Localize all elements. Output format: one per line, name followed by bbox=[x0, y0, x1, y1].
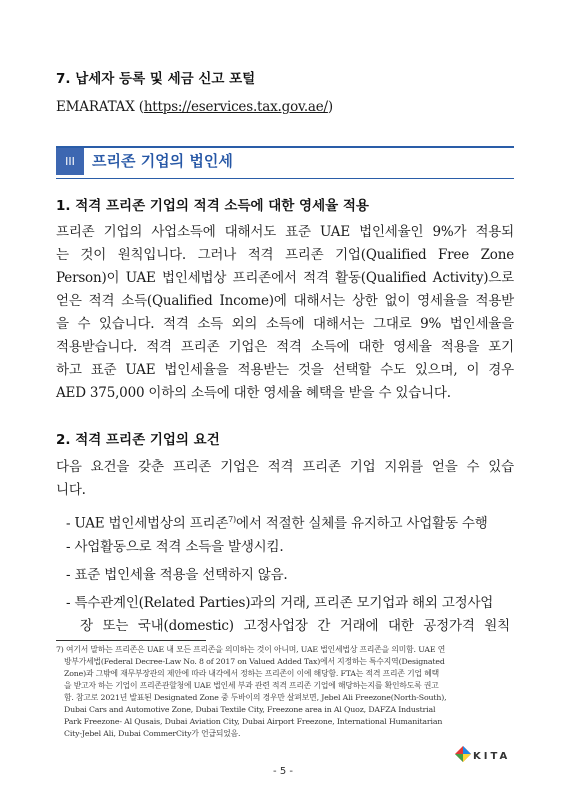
paragraph-line: 적용받습니다. 적격 프리존 기업은 적격 소득에 대한 영세율 적용을 포기 bbox=[56, 339, 514, 355]
paragraph-line: Person)이 UAE 법인세법상 프리존에서 적격 활동(Qualified Activity)으로 bbox=[56, 270, 514, 286]
paragraph-line: 하고 표준 UAE 법인세율을 적용받는 것을 선택할 수도 있으며, 이 경우 bbox=[56, 362, 514, 378]
requirement-item-continued: 장 또는 국내(domestic) 고정사업장 간 거래에 대한 공정가격 원칙 bbox=[80, 618, 510, 634]
kita-logo-text: KITA bbox=[473, 751, 511, 762]
subsection-1-heading: 1. 적격 프리존 기업의 적격 소득에 대한 영세율 적용 bbox=[56, 198, 369, 214]
requirement-text: - UAE 법인세법상의 프리존 bbox=[66, 515, 229, 532]
paragraph-line: 니다. bbox=[56, 482, 86, 498]
portal-link[interactable]: https://eservices.tax.gov.ae/ bbox=[143, 99, 328, 115]
portal-line: EMARATAX (https://eservices.tax.gov.ae/) bbox=[56, 99, 333, 115]
footnote-line: 방부가세법(Federal Decree-Law No. 8 of 2017 on Valued Added Tax)에서 지정하는 특수지역(Designated bbox=[64, 657, 445, 666]
portal-name: EMARATAX bbox=[56, 99, 135, 115]
kita-logo-icon bbox=[455, 746, 471, 762]
footnote-line: City-Jebel Ali, Dubai CommerCity가 언급되었음. bbox=[64, 729, 241, 738]
paragraph-line: 는 것이 원칙입니다. 그러나 적격 프리존 기업(Qualified Free Zone bbox=[56, 247, 514, 263]
footnote-line: 을 받고자 하는 기업이 프리존관할청에 UAE 법인세 부과 관련 적격 프리존 기업에 해당하는지를 확인하도록 권고 bbox=[64, 681, 439, 690]
footnote-ref[interactable]: 7) bbox=[228, 515, 236, 524]
requirement-item: - 사업활동으로 적격 소득을 발생시킴. bbox=[66, 539, 284, 555]
paragraph-line: 을 수 있습니다. 적격 소득 외의 소득에 대해서는 그대로 9% 법인세율을 bbox=[56, 316, 514, 332]
requirement-item: - 표준 법인세율 적용을 선택하지 않음. bbox=[66, 567, 288, 583]
chapter-number-box: III bbox=[56, 148, 84, 175]
requirement-item: - 특수관계인(Related Parties)과의 거래, 프리존 모기업과 해외 고정사업 bbox=[66, 595, 494, 611]
paragraph-line: 얻은 적격 소득(Qualified Income)에 대해서는 상한 없이 영세율을 적용받 bbox=[56, 293, 514, 309]
page-number: - 5 - bbox=[273, 766, 293, 777]
section-7-heading: 7. 납세자 등록 및 세금 신고 포털 bbox=[56, 71, 256, 87]
requirement-item bbox=[66, 509, 488, 535]
paragraph-line: AED 375,000 이하의 소득에 대한 영세율 혜택을 받을 수 있습니다. bbox=[56, 385, 451, 401]
footnote-divider bbox=[56, 640, 206, 641]
footnote-line: Park Freezone- Al Qusais, Dubai Aviation City, Dubai Airport Freezone, International Humanitarian bbox=[64, 717, 443, 726]
requirement-text: 에서 적절한 실체를 유지하고 사업활동 수행 bbox=[235, 515, 488, 532]
paragraph-line: 프리존 기업의 사업소득에 대해서도 표준 UAE 법인세율인 9%가 적용되 bbox=[56, 224, 514, 240]
subsection-2-heading: 2. 적격 프리존 기업의 요건 bbox=[56, 432, 220, 448]
chapter-title: 프리존 기업의 법인세 bbox=[92, 152, 233, 170]
paragraph-line: 다음 요건을 갖춘 프리존 기업은 적격 프리존 기업 지위를 얻을 수 있습 bbox=[56, 459, 514, 475]
footnote-line: Zone)과 그밖에 재무부장관의 제안에 따라 내각에서 정하는 프리존이 이에 해당함. FTA는 적격 프리존 기업 혜택 bbox=[64, 669, 439, 678]
footnote-line: Dubai Cars and Automotive Zone, Dubai Textile City, Freezone area in Al Quoz, DAFZA Industrial bbox=[64, 705, 436, 714]
footnote-line: 함. 참고로 2021년 발표된 Designated Zone 중 두바이의 경우만 살펴보면, Jebel Ali Freezone(North-South), bbox=[64, 693, 447, 702]
footnote-line: 7) 여기서 말하는 프리존은 UAE 내 모든 프리존을 의미하는 것이 아니며, UAE 법인세법상 프리존을 의미함. UAE 연 bbox=[56, 645, 446, 654]
